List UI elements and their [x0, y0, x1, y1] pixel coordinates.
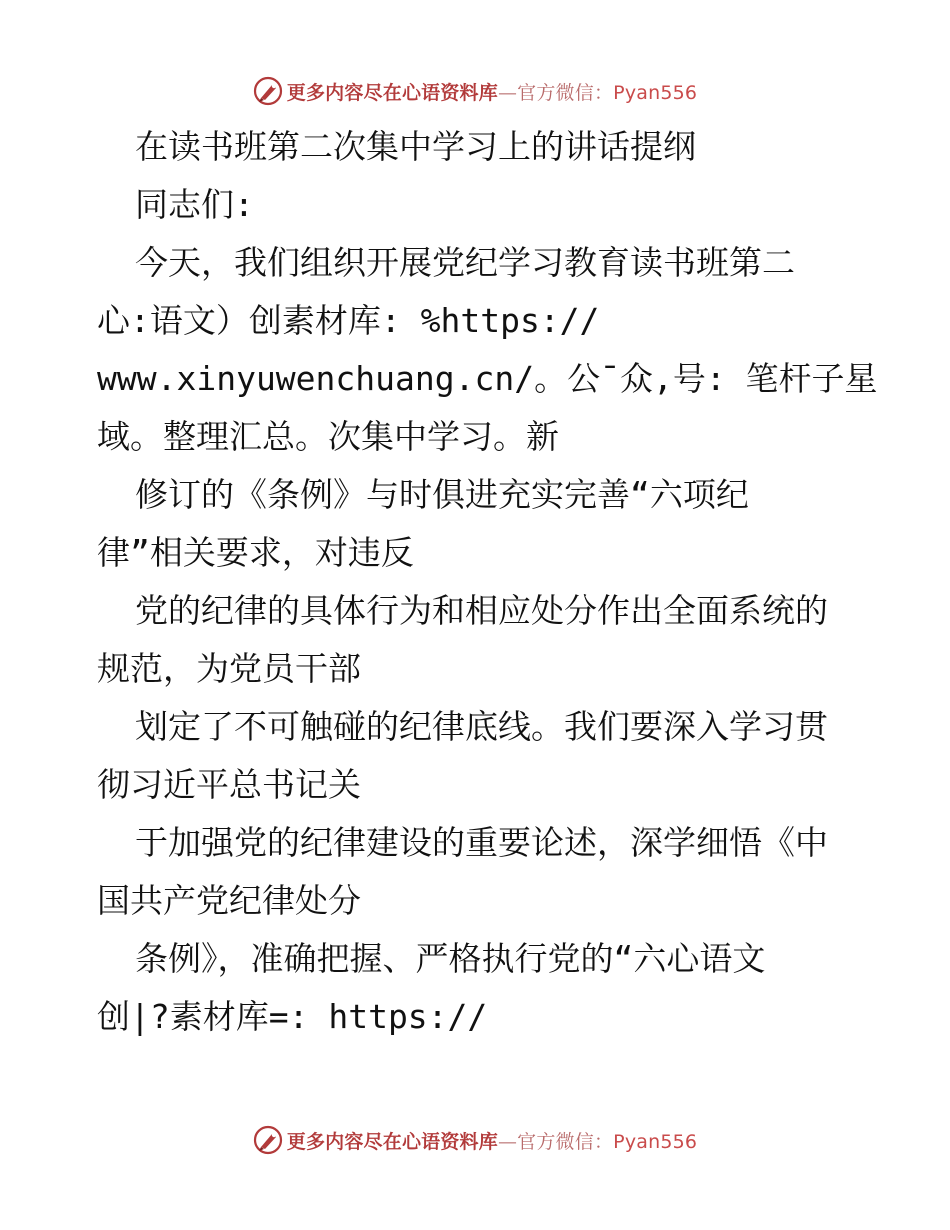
- header-banner: [0, 71, 950, 111]
- text-line: 修订的《条例》与时俱进充实完善“六项纪: [135, 475, 749, 514]
- banner-site-name: 更多内容尽在心语资料库: [286, 1130, 498, 1153]
- text-line: 于加强党的纪律建设的重要论述，深学细悟《中: [135, 823, 828, 862]
- text-line: 域。整理汇总。次集中学习。新: [97, 417, 559, 456]
- banner-wechat-id: Pyan556: [613, 81, 698, 104]
- text-line: 规范，为党员干部: [97, 649, 361, 688]
- banner-wechat-id: Pyan556: [613, 1130, 698, 1153]
- pen-logo-icon: [253, 76, 283, 106]
- document-title: 在读书班第二次集中学习上的讲话提纲: [135, 127, 696, 166]
- footer-banner: [0, 1120, 950, 1160]
- text-line: 创|?素材库=: https://: [97, 997, 488, 1036]
- text-line: 党的纪律的具体行为和相应处分作出全面系统的: [135, 591, 828, 630]
- salutation: 同志们:: [135, 185, 254, 224]
- banner-text: [287, 1127, 697, 1154]
- text-line: www.xinyuwenchuang.cn/。公¯众,号: 笔杆子星: [97, 359, 878, 398]
- text-line: 今天，我们组织开展党纪学习教育读书班第二: [135, 243, 795, 282]
- banner-text: [287, 78, 697, 105]
- banner-wechat-label: 官方微信：: [517, 81, 614, 104]
- banner-wechat-label: 官方微信：: [517, 1130, 614, 1153]
- banner-site-name: 更多内容尽在心语资料库: [286, 81, 498, 104]
- text-line: 国共产党纪律处分: [97, 881, 361, 920]
- banner-separator: —: [497, 1130, 518, 1153]
- text-line: 心:语文）创素材库: %https://: [97, 301, 600, 340]
- banner-separator: —: [497, 81, 518, 104]
- text-line: 划定了不可触碰的纪律底线。我们要深入学习贯: [135, 707, 828, 746]
- pen-logo-icon: [253, 1125, 283, 1155]
- text-line: 律”相关要求，对违反: [97, 533, 414, 572]
- text-line: 条例》，准确把握、严格执行党的“六心语文: [135, 939, 766, 978]
- text-line: 彻习近平总书记关: [97, 765, 361, 804]
